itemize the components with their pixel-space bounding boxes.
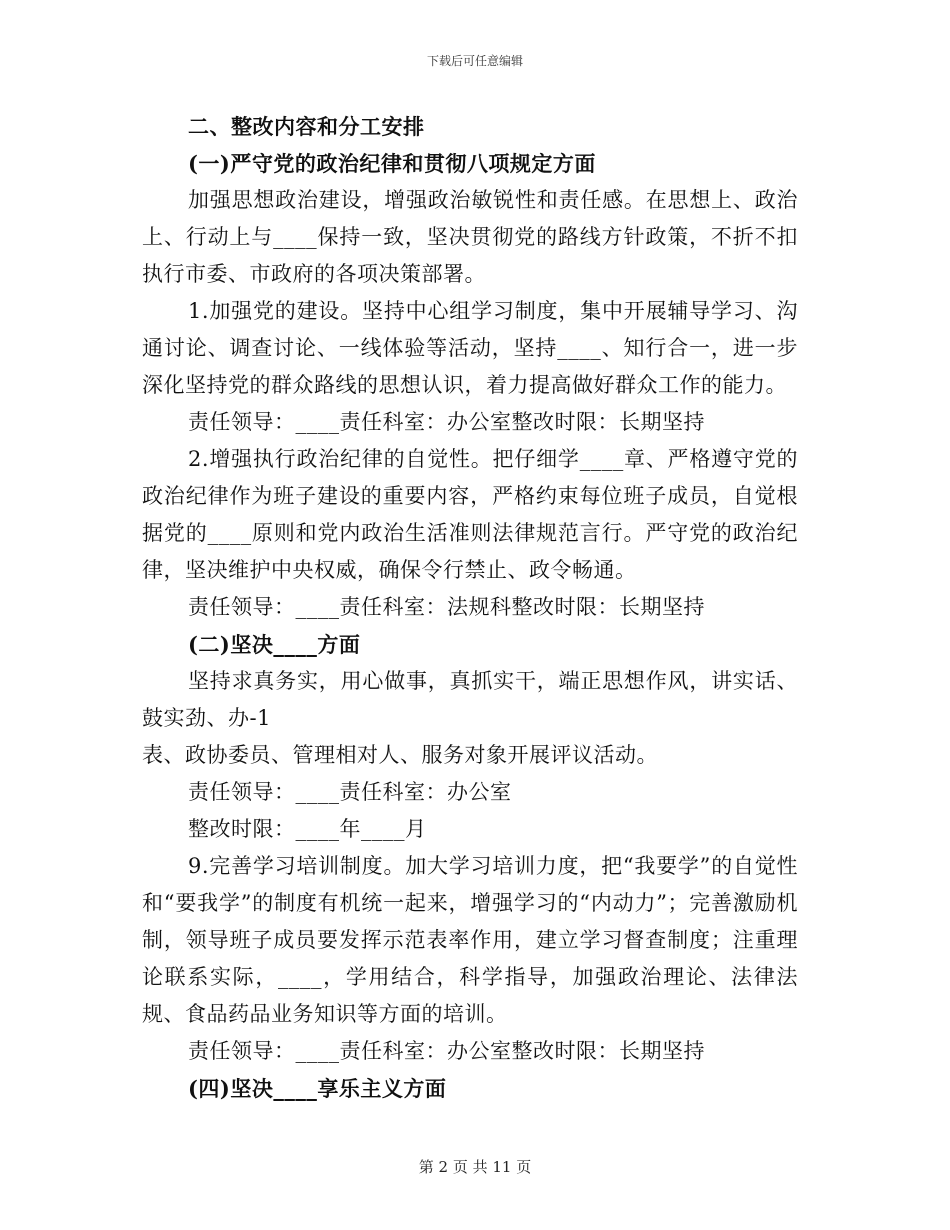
subsection-heading: (四)坚决____享乐主义方面	[188, 1076, 447, 1101]
responsibility-line: 责任领导：____责任科室：办公室整改时限：长期坚持	[188, 1039, 705, 1063]
section-heading: 二、整改内容和分工安排	[188, 114, 425, 139]
responsibility-line: 责任领导：____责任科室：办公室	[188, 780, 512, 804]
body-paragraph: 2.增强执行政治纪律的自觉性。把仔细学____章、严格遵守党的政治纪律作为班子建设的重要内容，严格约束每位班子成员，自觉根据党的____原则和党内政治生活准则法律规范言行。严守党的政治纪律，坚决维护中央权威，确保令行禁止、政令畅通。	[142, 447, 798, 582]
page-footer: 第 2 页 共 11 页	[418, 1158, 532, 1176]
body-paragraph: 9.完善学习培训制度。加大学习培训力度，把“我要学”的自觉性和“要我学”的制度有机统一起来，增强学习的“内动力”；完善激励机制，领导班子成员要发挥示范表率作用，建立学习督查制度；注重理论联系实际，____，学用结合，科学指导，加强政治理论、法律法规、食品药品业务知识等方面的培训。	[142, 854, 798, 1026]
page-header: 下载后可任意编辑	[426, 54, 523, 68]
body-paragraph: 表、政协委员、管理相对人、服务对象开展评议活动。	[142, 743, 658, 767]
body-paragraph: 坚持求真务实，用心做事，真抓实干，端正思想作风，讲实话、鼓实劲、办-1	[142, 669, 798, 730]
responsibility-line: 责任领导：____责任科室：办公室整改时限：长期坚持	[188, 410, 705, 434]
body-paragraph: 加强思想政治建设，增强政治敏锐性和责任感。在思想上、政治上、行动上与____保持一致，坚决贯彻党的路线方针政策，不折不扣执行市委、市政府的各项决策部署。	[142, 188, 798, 286]
responsibility-line: 责任领导：____责任科室：法规科整改时限：长期坚持	[188, 595, 705, 619]
deadline-line: 整改时限：____年____月	[188, 817, 427, 841]
subsection-heading: (二)坚决____方面	[188, 632, 361, 657]
subsection-heading: (一)严守党的政治纪律和贯彻八项规定方面	[188, 151, 596, 176]
document-body	[142, 108, 798, 1107]
body-paragraph: 1.加强党的建设。坚持中心组学习制度，集中开展辅导学习、沟通讨论、调查讨论、一线体验等活动，坚持____、知行合一，进一步深化坚持党的群众路线的思想认识，着力提高做好群众工作的能力。	[142, 299, 798, 397]
